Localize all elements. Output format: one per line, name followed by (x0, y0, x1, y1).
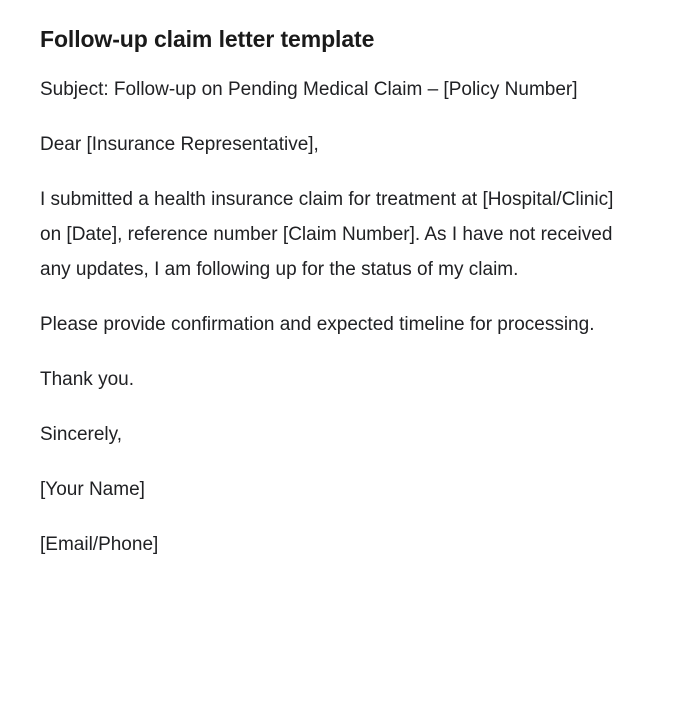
page-title: Follow-up claim letter template (40, 26, 375, 52)
letter-paragraph-claim-details: I submitted a health insurance claim for treatment at [Hospital/Clinic] on [Date], reference number [Claim Number]. As I have not received any updates, I am following up for the status of my claim. (40, 189, 614, 280)
letter-thank-you: Thank you. (40, 369, 134, 390)
letter-paragraph-request: Please provide confirmation and expected timeline for processing. (40, 314, 595, 335)
letter-body (40, 72, 625, 562)
letter-signature-contact: [Email/Phone] (40, 534, 159, 555)
letter-closing: Sincerely, (40, 424, 123, 445)
letter-salutation: Dear [Insurance Representative], (40, 134, 319, 155)
letter-subject-line: Subject: Follow-up on Pending Medical Claim – [Policy Number] (40, 79, 578, 100)
letter-signature-name: [Your Name] (40, 479, 145, 500)
